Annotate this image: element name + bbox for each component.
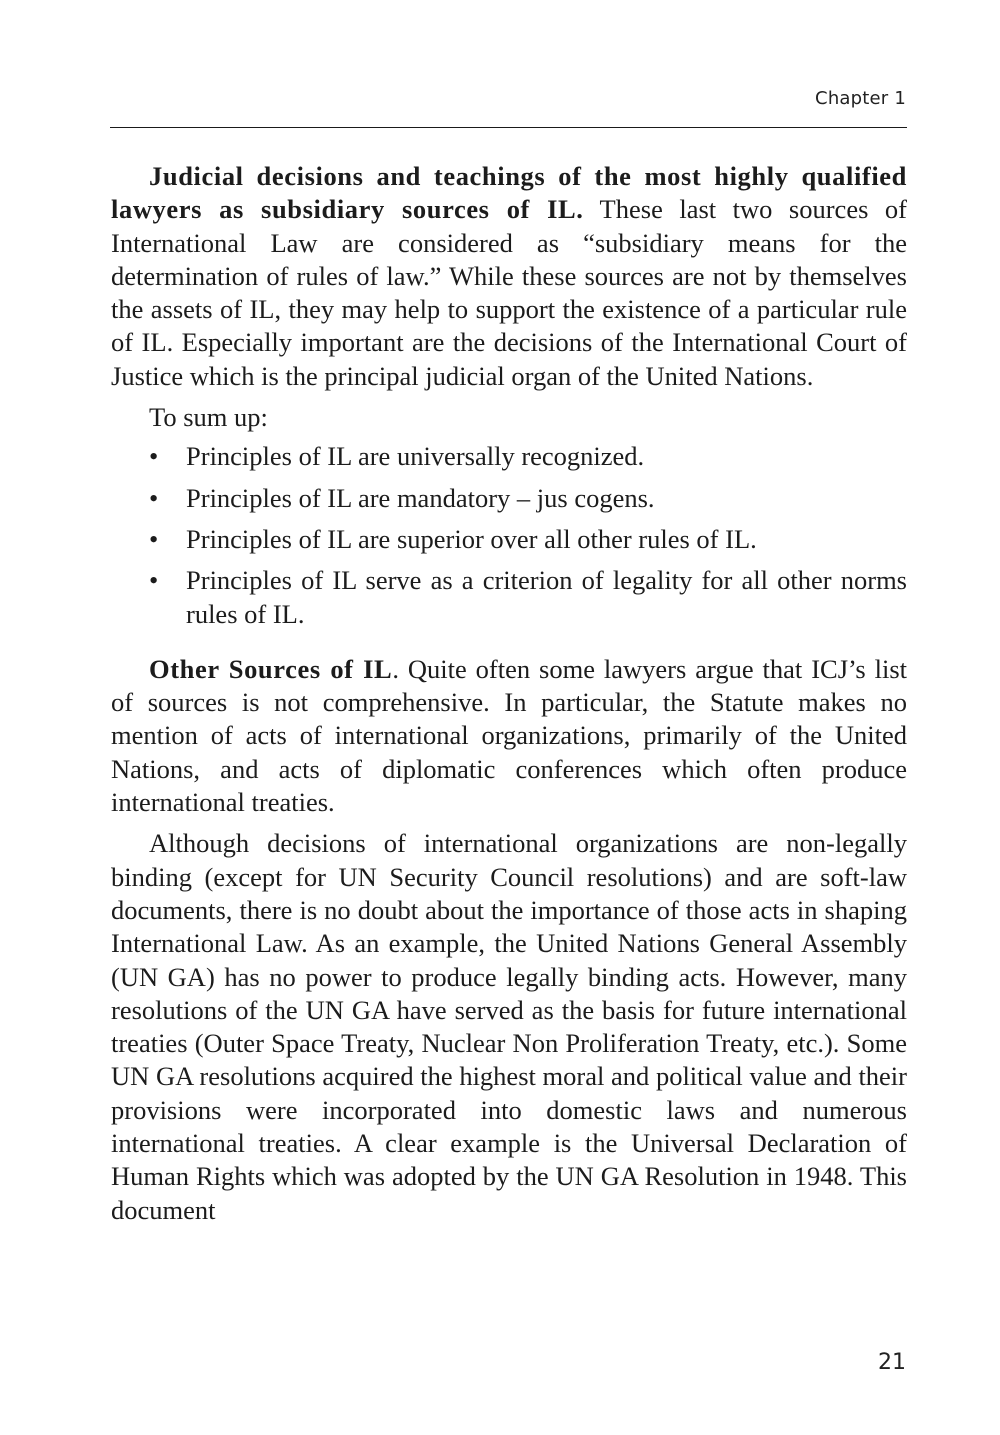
page-number: 21 [878, 1350, 906, 1375]
paragraph-heading-subsidiary-sources: Judicial decisions and teachings of the most highly qualified lawyers as subsidiary sources of IL. [111, 161, 907, 225]
bullet-icon: • [149, 482, 159, 513]
paragraph-text-other-sources: . Quite often some lawyers argue that ICJ’s list of sources is not comprehensive. In particular, the Statute makes no mention of acts of international organizations, primarily of the United Nations, and acts of diplomatic conferences which often produce international treaties. [111, 653, 908, 818]
list-item-text: Principles of IL serve as a criterion of legality for all other norms rules of IL. [186, 565, 907, 629]
header-divider [110, 127, 907, 128]
summary-bullet-list [111, 440, 907, 630]
list-item [111, 440, 907, 473]
paragraph-international-organizations: Although decisions of international organizations are non-legally binding (except for UN Security Council resolutions) and are soft-law documents, there is no doubt about the importance of those acts in shaping International Law. As an example, the United Nations General Assembly (UN GA) has no power to produce legally binding acts. However, many resolutions of the UN GA have served as the basis for future international treaties (Outer Space Treaty, Nuclear Non Proliferation Treaty, etc.). Some UN GA resolutions acquired the highest moral and political value and their provisions were incorporated into domestic laws and numerous international treaties. A clear example is the Universal Declaration of Human Rights which was adopted by the UN GA Resolution in 1948. This document [111, 828, 907, 1225]
paragraph-heading-other-sources: Other Sources of IL [149, 653, 393, 684]
list-item-text: Principles of IL are superior over all other rules of IL. [186, 523, 757, 554]
running-header-chapter: Chapter 1 [815, 88, 906, 109]
paragraph-other-sources [111, 653, 907, 819]
bullet-icon: • [149, 523, 159, 554]
list-item [111, 564, 907, 631]
list-item-text: Principles of IL are universally recognized. [186, 441, 645, 472]
page-body [111, 160, 907, 1227]
list-item-text: Principles of IL are mandatory – jus cogens. [186, 482, 655, 513]
paragraph-text-subsidiary-sources: These last two sources of International Law are considered as “subsidiary means for the determination of rules of law.” While these sources are not by themselves the assets of IL, they may help to support the existence of a particular rule of IL. Especially important are the decisions of the International Court of Justice which is the principal judicial organ of the United Nations. [111, 194, 907, 391]
bullet-icon: • [149, 441, 159, 472]
list-item [111, 482, 907, 515]
bullet-icon: • [149, 565, 159, 596]
list-item [111, 523, 907, 556]
paragraph-subsidiary-sources [111, 160, 907, 393]
sum-up-intro: To sum up: [149, 402, 268, 433]
